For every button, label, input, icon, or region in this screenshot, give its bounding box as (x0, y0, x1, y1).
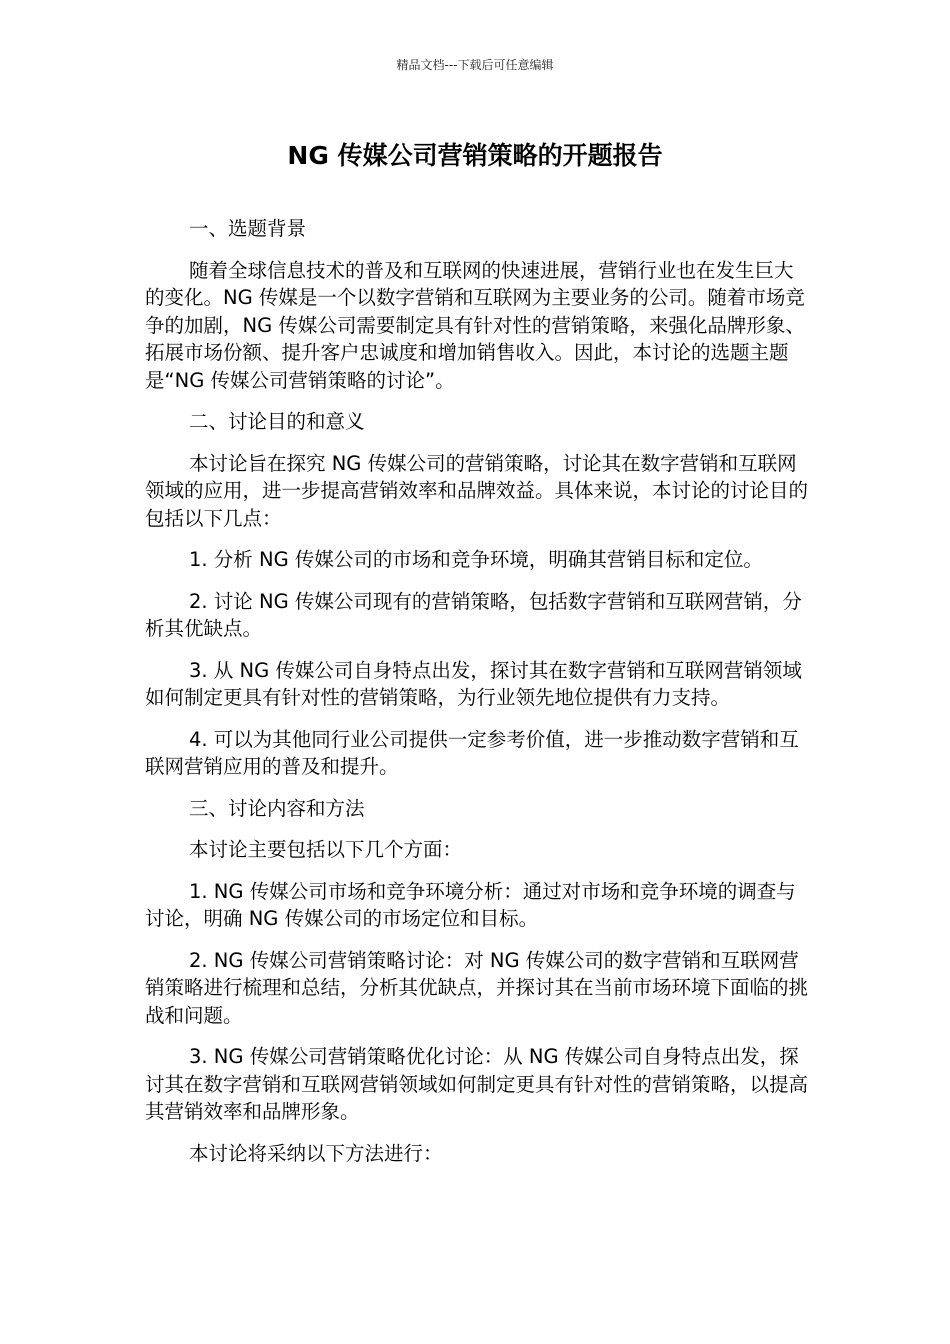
paragraph-methods-intro: 本讨论将采纳以下方法进行： (189, 1141, 443, 1165)
content-list-item: 3. NG 传媒公司营销策略优化讨论：从 NG 传媒公司自身特点出发，探讨其在数字营销和互联网营销领域如何制定更具有针对性的营销策略，以提高其营销效率和品牌形象。 (145, 1045, 809, 1123)
purpose-list-item: 4. 可以为其他同行业公司提供一定参考价值，进一步推动数字营销和互联网营销应用的普及和提升。 (145, 727, 799, 778)
section-heading-content-methods: 三、讨论内容和方法 (189, 796, 365, 820)
section-heading-purpose: 二、讨论目的和意义 (189, 410, 365, 433)
section-heading-background: 一、选题背景 (189, 217, 307, 240)
paragraph-content-intro: 本讨论主要包括以下几个方面： (189, 838, 463, 861)
purpose-list-item: 1. 分析 NG 传媒公司的市场和竞争环境，明确其营销目标和定位。 (189, 548, 763, 571)
content-list-item: 2. NG 传媒公司营销策略讨论：对 NG 传媒公司的数字营销和互联网营销策略进行梳理和总结，分析其优缺点，并探讨其在当前市场环境下面临的挑战和问题。 (145, 948, 809, 1027)
page-header-note: 精品文档---下载后可任意编辑 (396, 58, 554, 72)
paragraph-purpose-intro: 本讨论旨在探究 NG 传媒公司的营销策略，讨论其在数字营销和互联网领域的应用，进一步提高营销效率和品牌效益。具体来说，本讨论的讨论目的包括以下几点： (145, 451, 809, 530)
content-list-item: 1. NG 传媒公司市场和竞争环境分析：通过对市场和竞争环境的调查与讨论，明确 NG 传媒公司的市场定位和目标。 (145, 879, 796, 930)
document-title: NG 传媒公司营销策略的开题报告 (287, 141, 663, 170)
document-body (145, 215, 810, 1181)
purpose-list-item: 2. 讨论 NG 传媒公司现有的营销策略，包括数字营销和互联网营销，分析其优缺点。 (145, 589, 802, 640)
purpose-list-item: 3. 从 NG 传媒公司自身特点出发，探讨其在数字营销和互联网营销领域如何制定更具有针对性的营销策略，为行业领先地位提供有力支持。 (145, 658, 802, 709)
paragraph-background: 随着全球信息技术的普及和互联网的快速进展，营销行业也在发生巨大的变化。NG 传媒是一个以数字营销和互联网为主要业务的公司。随着市场竞争的加剧，NG 传媒公司需要制定具有针对性的营销策略，来强化品牌形象、拓展市场份额、提升客户忠诚度和增加销售收入。因此，本讨论的选题主题是“NG 传媒公司营销策略的讨论”。 (145, 258, 805, 392)
